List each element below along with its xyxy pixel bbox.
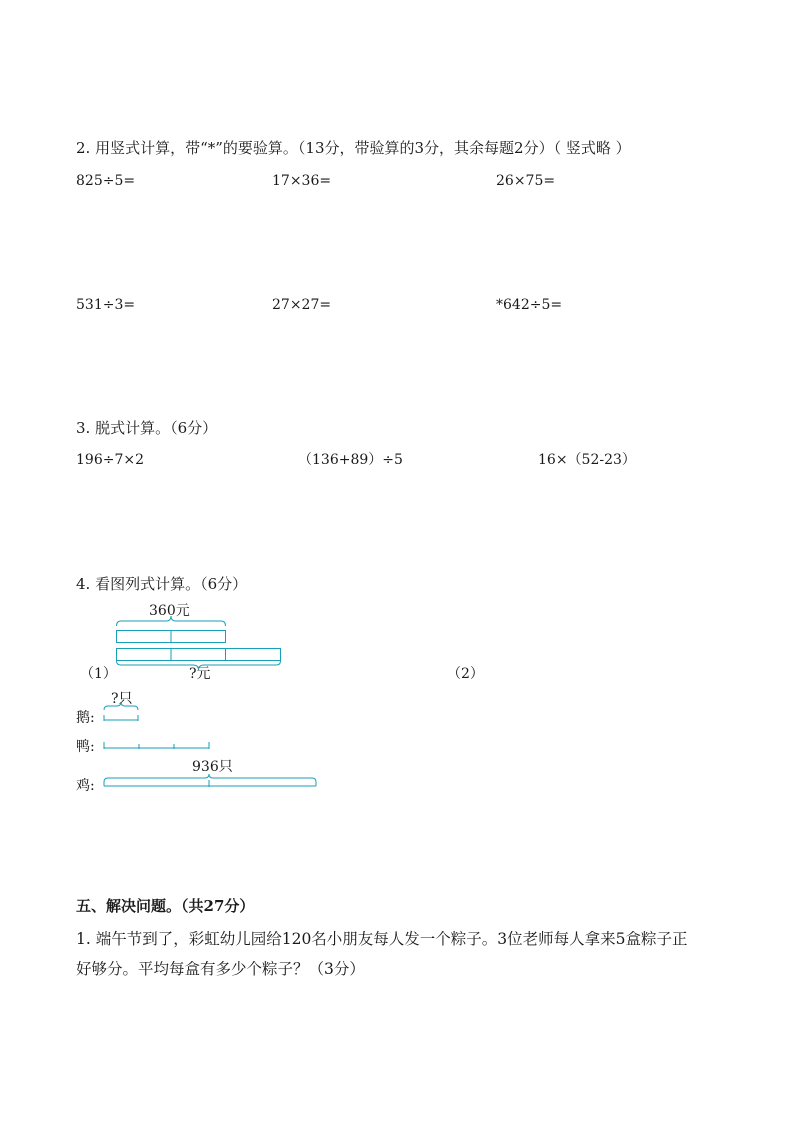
q1-line2: 好够分。平均每盒有多少个粽子？（3分）	[76, 960, 365, 978]
fig1-bottom-bar	[117, 649, 281, 661]
section2-heading: 2. 用竖式计算，带“*”的要验算。（13分，带验算的3分，其余每题2分）（ 竖式略 ）	[76, 139, 631, 157]
problem-27-mul-27: 27×27=	[272, 297, 332, 313]
problem-825-div-5: 825÷5=	[76, 173, 136, 189]
problem-136-plus-89-div-5: （136+89）÷5	[298, 452, 403, 468]
part5-heading: 五、解决问题。（共27分）	[76, 897, 255, 915]
fig2-goose-value: ?只	[111, 691, 133, 707]
problem-26-mul-75: 26×75=	[496, 173, 556, 189]
fig1-top-value: 360元	[149, 603, 190, 619]
problem-17-mul-36: 17×36=	[272, 173, 332, 189]
fig2-goose-label: 鹅:	[76, 710, 95, 726]
problem-196-div-7-mul-2: 196÷7×2	[76, 452, 144, 468]
fig1-label: （1）	[80, 666, 117, 682]
problem-16-mul-52-minus-23: 16×（52-23）	[538, 452, 636, 468]
fig1-bottom-value: ?元	[189, 666, 211, 682]
problem-531-div-3: 531÷3=	[76, 297, 136, 313]
problem-642-div-5: *642÷5=	[496, 297, 563, 313]
fig2-chicken-value: 936只	[192, 759, 233, 775]
fig2-chicken-label: 鸡:	[76, 778, 95, 794]
fig2-duck-label: 鸭:	[76, 739, 95, 755]
section4-heading: 4. 看图列式计算。（6分）	[76, 575, 248, 593]
q1-line1: 1. 端午节到了，彩虹幼儿园给120名小朋友每人发一个粽子。3位老师每人拿来5盒粽子正	[76, 930, 688, 948]
section3-heading: 3. 脱式计算。（6分）	[76, 419, 218, 437]
fig2-label: （2）	[447, 666, 484, 682]
